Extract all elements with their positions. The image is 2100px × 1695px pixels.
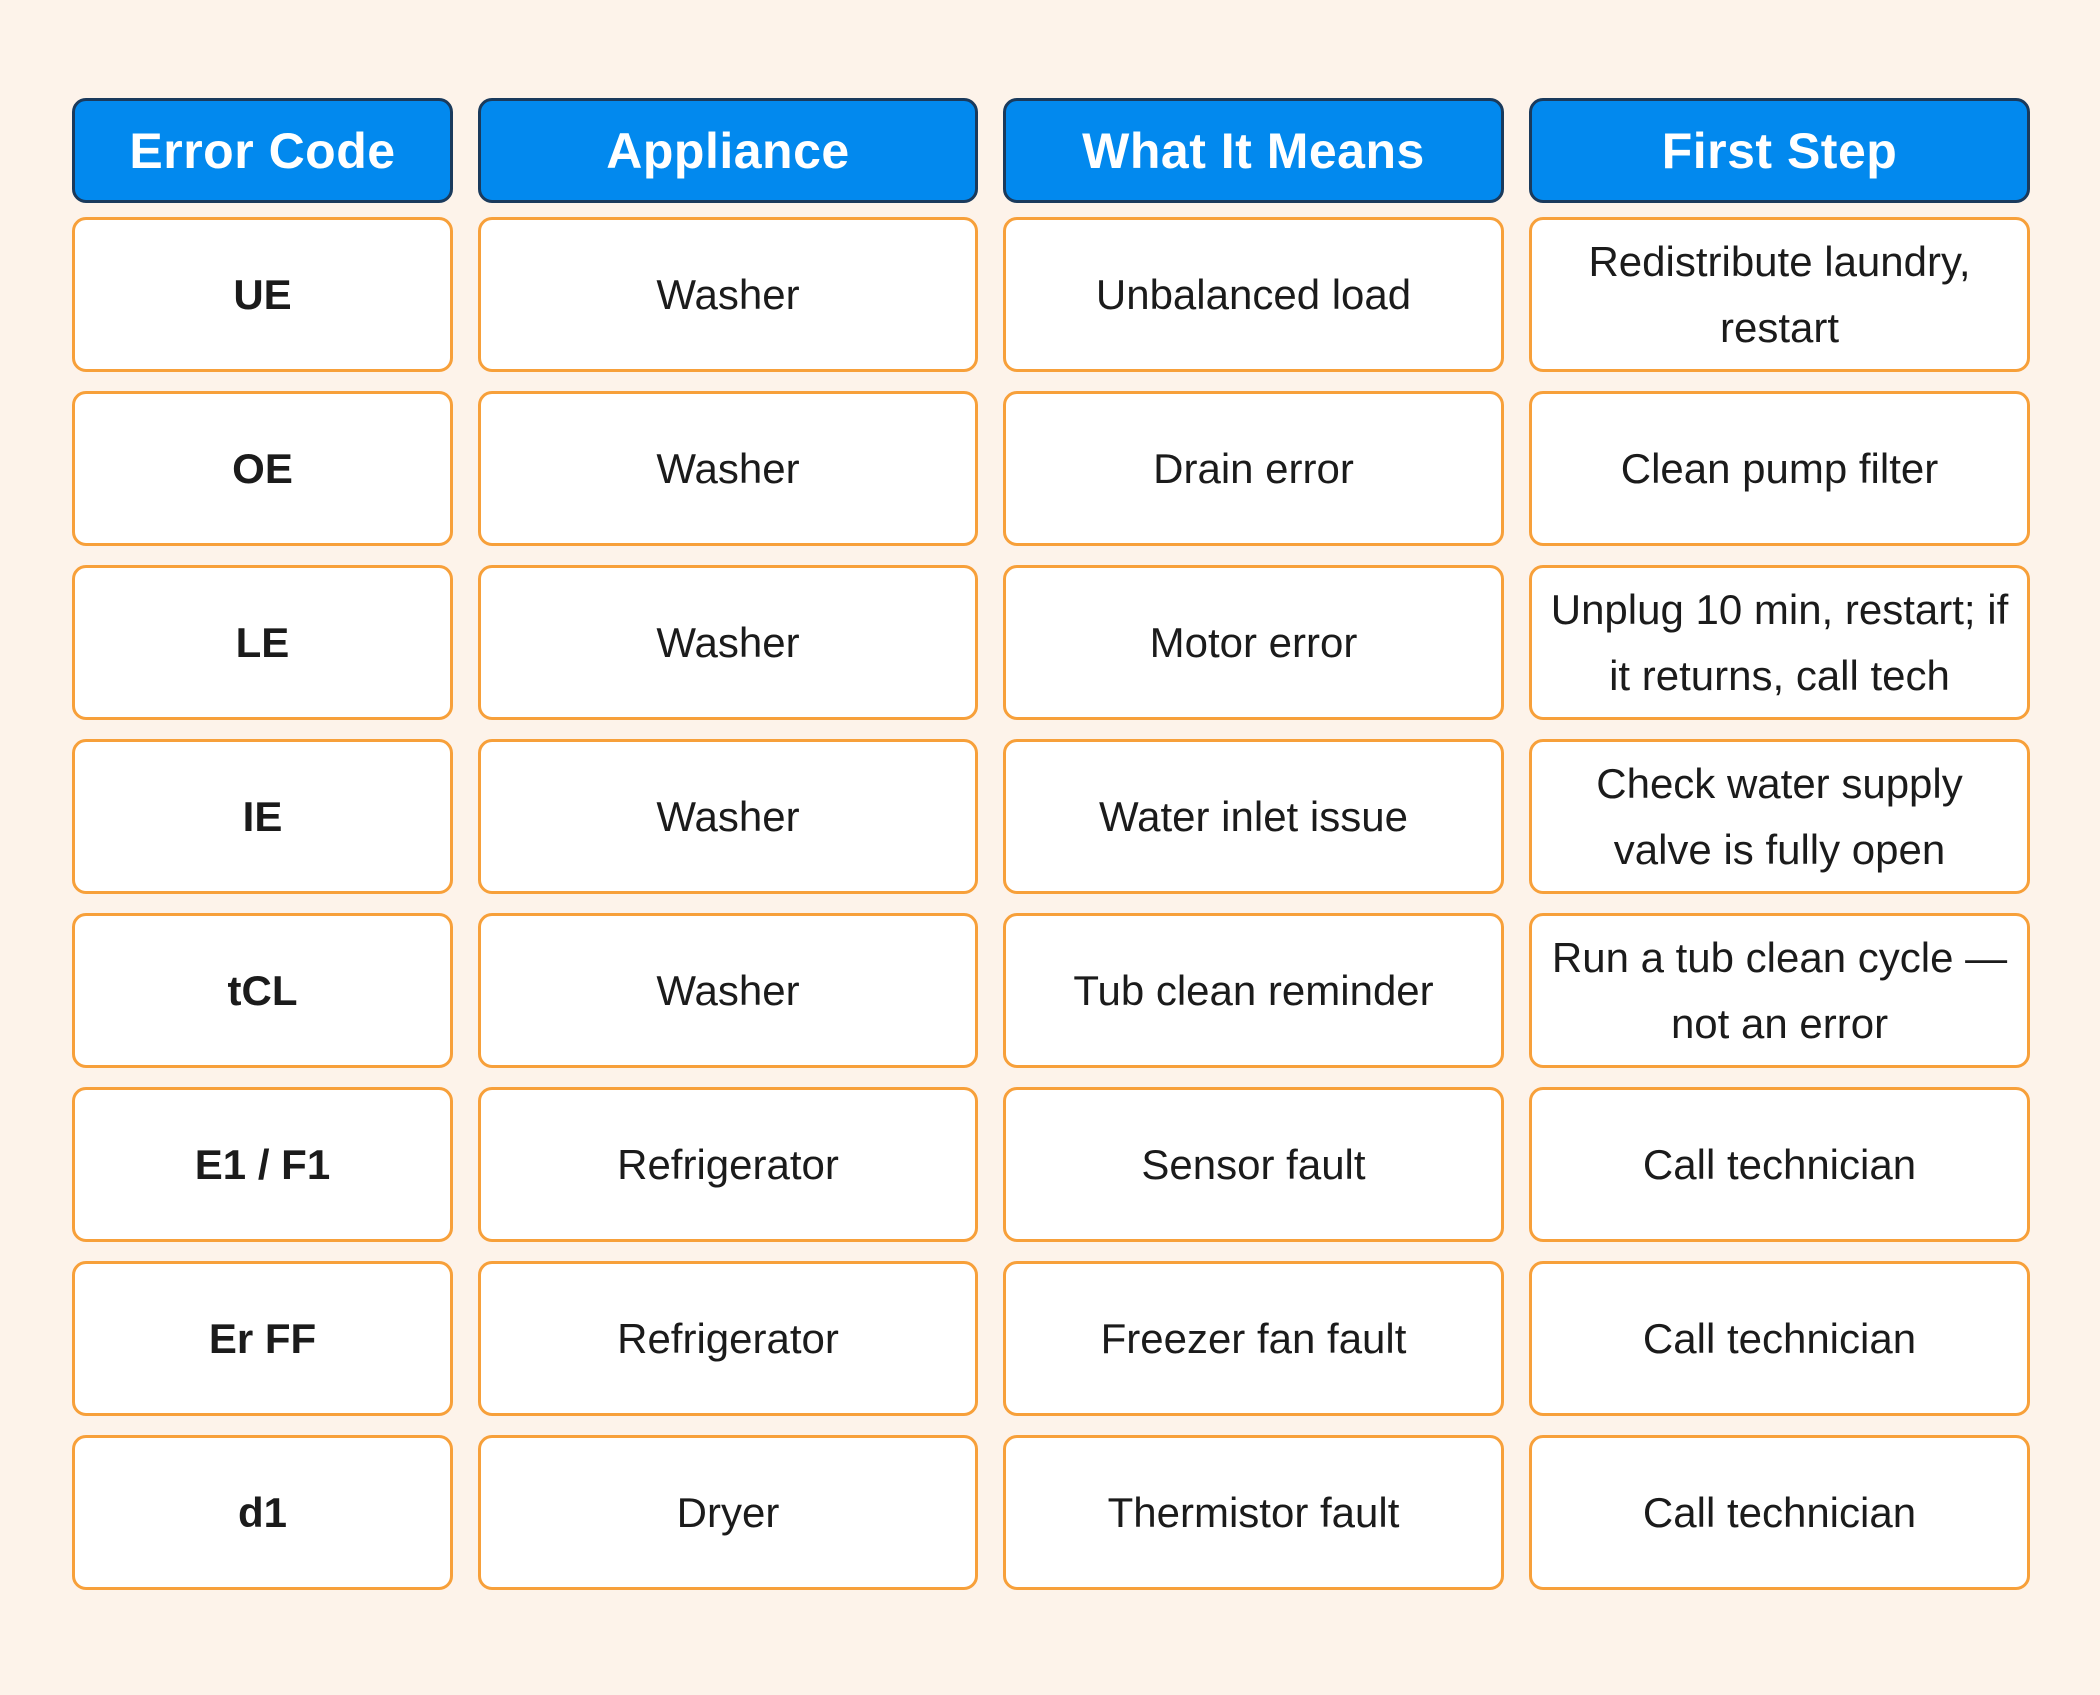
header-first-step: First Step <box>1529 98 2030 203</box>
meaning-cell: Sensor fault <box>1003 1087 1504 1242</box>
appliance-cell: Dryer <box>478 1435 978 1590</box>
table-row <box>72 565 2032 720</box>
error-code-cell: UE <box>72 217 453 372</box>
appliance-cell: Washer <box>478 565 978 720</box>
table-row <box>72 1087 2032 1242</box>
header-error-code: Error Code <box>72 98 453 203</box>
table-row <box>72 1261 2032 1416</box>
appliance-cell: Washer <box>478 913 978 1068</box>
meaning-cell: Drain error <box>1003 391 1504 546</box>
appliance-cell: Washer <box>478 217 978 372</box>
appliance-cell: Refrigerator <box>478 1087 978 1242</box>
table-row <box>72 1435 2032 1590</box>
meaning-cell: Tub clean reminder <box>1003 913 1504 1068</box>
appliance-cell: Refrigerator <box>478 1261 978 1416</box>
first-step-cell: Clean pump filter <box>1529 391 2030 546</box>
meaning-cell: Water inlet issue <box>1003 739 1504 894</box>
header-what-it-means: What It Means <box>1003 98 1504 203</box>
meaning-cell: Motor error <box>1003 565 1504 720</box>
error-code-cell: Er FF <box>72 1261 453 1416</box>
appliance-cell: Washer <box>478 739 978 894</box>
first-step-cell: Run a tub clean cycle — not an error <box>1529 913 2030 1068</box>
meaning-cell: Freezer fan fault <box>1003 1261 1504 1416</box>
error-code-cell: LE <box>72 565 453 720</box>
first-step-cell: Call technician <box>1529 1087 2030 1242</box>
error-code-cell: tCL <box>72 913 453 1068</box>
error-code-cell: E1 / F1 <box>72 1087 453 1242</box>
error-code-cell: OE <box>72 391 453 546</box>
table-row <box>72 739 2032 894</box>
error-code-cell: d1 <box>72 1435 453 1590</box>
first-step-cell: Call technician <box>1529 1435 2030 1590</box>
first-step-cell: Unplug 10 min, restart; if it returns, call tech <box>1529 565 2030 720</box>
error-code-cell: IE <box>72 739 453 894</box>
table-row <box>72 913 2032 1068</box>
error-code-table <box>72 98 2032 1590</box>
meaning-cell: Thermistor fault <box>1003 1435 1504 1590</box>
first-step-cell: Call technician <box>1529 1261 2030 1416</box>
table-row <box>72 217 2032 372</box>
table-row <box>72 391 2032 546</box>
table-header-row <box>72 98 2032 203</box>
meaning-cell: Unbalanced load <box>1003 217 1504 372</box>
first-step-cell: Check water supply valve is fully open <box>1529 739 2030 894</box>
first-step-cell: Redistribute laundry, restart <box>1529 217 2030 372</box>
header-appliance: Appliance <box>478 98 978 203</box>
appliance-cell: Washer <box>478 391 978 546</box>
